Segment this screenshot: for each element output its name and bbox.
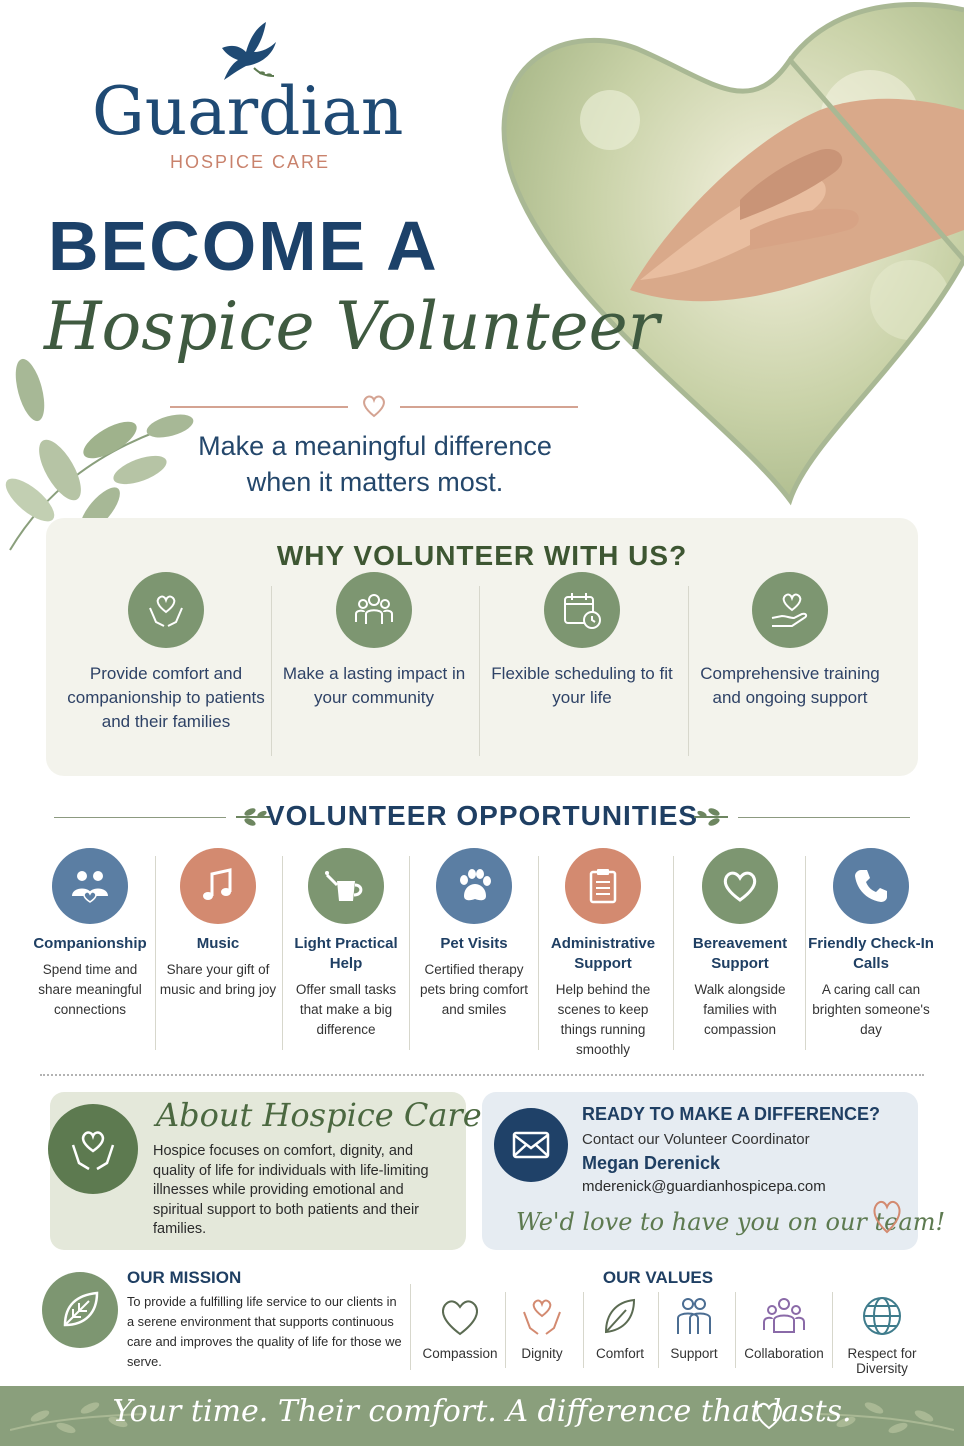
heart-in-hand-icon (752, 572, 828, 648)
tagline (150, 428, 600, 500)
heart-icon (702, 848, 778, 924)
community-icon (336, 572, 412, 648)
value-item-diversity (842, 1292, 922, 1376)
opp-item-bereavement (677, 848, 803, 1040)
opp-name: Music (196, 935, 240, 952)
divider-right (400, 406, 578, 408)
divider-left (170, 406, 348, 408)
opp-item-light-help (283, 848, 409, 1040)
value-item-dignity (502, 1292, 582, 1361)
separator (832, 1292, 833, 1368)
contact-script-text: We'd love to have you on our team! (516, 1208, 946, 1236)
small-heart-icon (360, 392, 388, 420)
separator (805, 856, 806, 1050)
why-text: Provide comfort and companionship to patients and their families (67, 664, 265, 731)
value-item-collaboration (744, 1292, 824, 1361)
people-icon (670, 1292, 718, 1340)
opp-desc: Certified therapy pets bring comfort and smiles (419, 962, 529, 1017)
separator (409, 856, 410, 1050)
footer-slogan: Your time. Their comfort. A difference that lasts. (112, 1394, 852, 1429)
opp-name: Companionship (33, 935, 147, 952)
watering-can-icon (308, 848, 384, 924)
paw-icon (436, 848, 512, 924)
opp-desc: Spend time and share meaningful connections (38, 962, 142, 1017)
value-label: Compassion (422, 1346, 498, 1361)
value-label: Support (670, 1346, 718, 1361)
opp-name: Light Practical Help (294, 935, 398, 972)
group-icon (760, 1292, 808, 1340)
value-label: Collaboration (744, 1346, 824, 1361)
brand-subtitle: HOSPICE CARE (169, 152, 331, 172)
music-note-icon (180, 848, 256, 924)
opp-desc: Help behind the scenes to keep things running smoothly (555, 982, 651, 1057)
opp-desc: Share your gift of music and bring joy (159, 962, 277, 997)
dotted-divider (40, 1074, 924, 1076)
heart-hands-icon (128, 572, 204, 648)
coordinator-name: Megan Derenick (582, 1153, 721, 1173)
headline-script: Hospice Volunteer (44, 288, 660, 365)
why-text: Make a lasting impact in your community (282, 664, 466, 707)
value-item-comfort (580, 1292, 660, 1361)
opp-desc: Offer small tasks that make a big difference (295, 982, 397, 1037)
sprig-right-icon (692, 806, 730, 828)
separator (538, 856, 539, 1050)
globe-icon (858, 1292, 906, 1340)
tagline-line-1: Make a meaningful difference (198, 431, 552, 461)
why-text: Flexible scheduling to fit your life (491, 664, 673, 707)
coordinator-email[interactable]: mderenick@guardianhospicepa.com (582, 1178, 826, 1195)
about-text: Hospice focuses on comfort, dignity, and quality of life for individuals with life-limiting illnesses while providing emotional and spiritual support to both patients and their families. (153, 1143, 429, 1237)
opp-name: Administrative Support (550, 935, 656, 972)
envelope-icon (494, 1108, 568, 1182)
separator (673, 856, 674, 1050)
heart-outline-icon (436, 1292, 484, 1340)
why-title: WHY VOLUNTEER WITH US? (276, 540, 688, 571)
why-item-comfort (62, 572, 270, 734)
mission-text: To provide a fulfilling life service to our clients in a serene environment that supports continuous care and improves the quality of life for those we serve. (127, 1294, 402, 1369)
opp-item-calls (808, 848, 934, 1040)
opp-desc: Walk alongside families with compassion (694, 982, 786, 1037)
opp-item-admin (540, 848, 666, 1060)
heart-outline-accent-icon (870, 1196, 904, 1236)
calendar-clock-icon (544, 572, 620, 648)
separator (410, 1284, 411, 1370)
clipboard-icon (565, 848, 641, 924)
mission-title: OUR MISSION (127, 1268, 242, 1287)
family-icon (52, 848, 128, 924)
about-title: About Hospice Care (156, 1096, 482, 1134)
values-title: OUR VALUES (602, 1268, 714, 1287)
opportunities-title: VOLUNTEER OPPORTUNITIES (265, 800, 699, 831)
opp-item-music (155, 848, 281, 1000)
leaf-mission-icon (42, 1272, 118, 1348)
hands-heart-icon (48, 1104, 138, 1194)
contact-subtitle: Contact our Volunteer Coordinator (582, 1131, 810, 1148)
opp-name: Friendly Check-In Calls (808, 935, 934, 972)
value-item-compassion (420, 1292, 500, 1361)
separator (735, 1292, 736, 1368)
opp-rule-right (738, 817, 910, 818)
footer-heart-icon (752, 1398, 786, 1432)
value-label: Comfort (595, 1346, 644, 1361)
phone-icon (833, 848, 909, 924)
leaf-icon (596, 1292, 644, 1340)
opp-item-companionship (27, 848, 153, 1020)
why-item-impact (270, 572, 478, 710)
opp-name: Bereavement Support (692, 935, 788, 972)
opp-item-pet-visits (411, 848, 537, 1020)
opp-name: Pet Visits (440, 935, 508, 952)
value-item-support (654, 1292, 734, 1361)
contact-heading: READY TO MAKE A DIFFERENCE? (582, 1104, 881, 1124)
tagline-line-2: when it matters most. (246, 467, 504, 497)
why-item-training (686, 572, 894, 710)
hands-heart-icon (518, 1292, 566, 1340)
why-text: Comprehensive training and ongoing support (700, 664, 880, 707)
why-item-scheduling (478, 572, 686, 710)
value-label: Respect for Diversity (847, 1346, 917, 1376)
value-label: Dignity (521, 1346, 563, 1361)
brand-name: Guardian (92, 73, 404, 150)
headline-primary: BECOME A (48, 207, 439, 285)
opp-desc: A caring call can brighten someone's day (812, 982, 930, 1037)
